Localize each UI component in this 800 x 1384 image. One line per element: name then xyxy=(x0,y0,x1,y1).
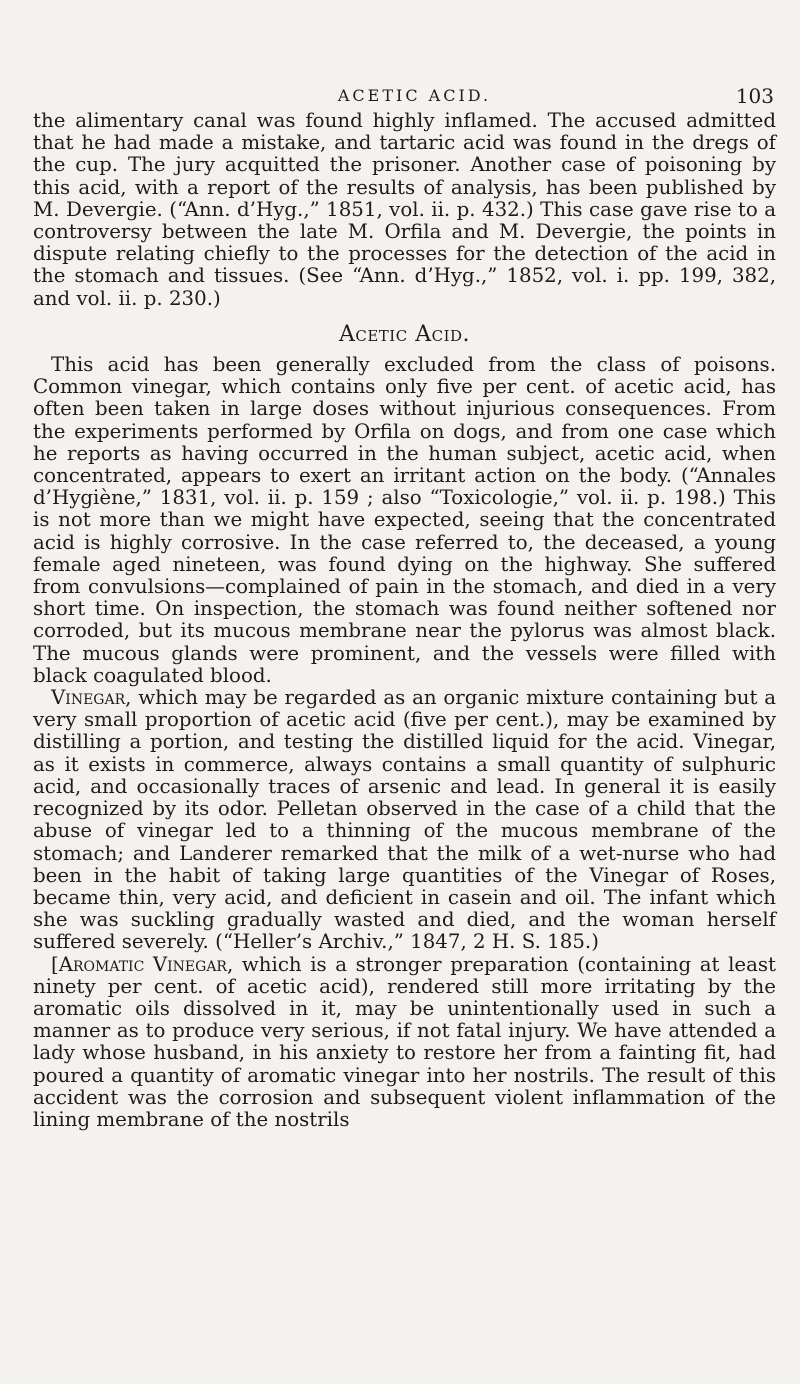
paragraph-aromatic-vinegar xyxy=(33,954,776,1132)
paragraph-vinegar xyxy=(33,687,776,953)
aromatic-vinegar-text: which is a stronger preparation (containing at least ninety per cent. of acetic acid), rendered still more irritating by the aromatic oils dissolved in it, may be unintentionally used in such a manner as to produce very serious, if not fatal injury. We have attended a lady whose husband, in his anxiety to restore her from a fainting fit, had poured a quantity of aromatic vinegar into her nostrils. The result of this accident was the corrosion and subsequent violent inflammation of the lining membrane of the nostrils xyxy=(33,952,776,1131)
vinegar-lead: Vinegar, xyxy=(51,686,132,710)
aromatic-vinegar-lead: Aromatic Vinegar, xyxy=(58,952,234,976)
vinegar-text: which may be regarded as an organic mixture containing but a very small proportion of acetic acid (five per cent.), may be examined by distilling a portion, and testing the distilled liquid for the acid. Vinegar, as it exists in commerce, always contains a small quantity of sulphuric acid, and occasionally traces of arsenic and lead. In general it is easily recognized by its odor. Pelletan observed in the case of a child that the abuse of vinegar led to a thinning of the mucous membrane of the stomach; and Landerer remarked that the milk of a wet-nurse who had been in the habit of taking large quantities of the Vinegar of Roses, became thin, very acid, and deficient in casein and oil. The infant which she was suckling gradually wasted and died, and the woman herself suffered severely. (“Heller’s Archiv.,” 1847, 2 H. S. 185.) xyxy=(33,686,776,954)
body-text xyxy=(33,110,776,1131)
section-heading: Acetic Acid. xyxy=(338,321,471,347)
running-title: ACETIC ACID. xyxy=(337,86,492,105)
paragraph-continuation: the alimentary canal was found highly inflamed. The accused admitted that he had made a mistake, and tartaric acid was found in the dregs of the cup. The jury acquitted the prisoner. Another case of poisoning by this acid, with a report of the results of analysis, has been published by M. Devergie. (“Ann. d’Hyg.,” 1851, vol. ii. p. 432.) This case gave rise to a controversy between the late M. Orfila and M. Devergie, the points in dispute relating chiefly to the processes for the detection of the acid in the stomach and tissues. (See “Ann. d’Hyg.,” 1852, vol. i. pp. 199, 382, and vol. ii. p. 230.) xyxy=(33,109,776,310)
open-bracket: [ xyxy=(51,952,59,976)
paragraph-acetic-acid: This acid has been generally excluded from the class of poisons. Common vinegar, which contains only five per cent. of acetic acid, has often been taken in large doses without injurious consequences. From the experiments performed by Orfila on dogs, and from one case which he reports as having occurred in the human subject, acetic acid, when concentrated, appears to exert an irritant action on the body. (“Annales d’Hygiène,” 1831, vol. ii. p. 159 ; also “Toxicologie,” vol. ii. p. 198.) This is not more than we might have expected, seeing that the concentrated acid is highly corrosive. In the case referred to, the deceased, a young female aged nineteen, was found dying on the highway. She suffered from convulsions—complained of pain in the stomach, and died in a very short time. On inspection, the stomach was found neither softened nor corroded, but its mucous membrane near the pylorus was almost black. The mucous glands were prominent, and the vessels were filled with black coagulated blood. xyxy=(33,353,776,687)
running-head xyxy=(33,0,776,110)
page-number: 103 xyxy=(735,84,774,108)
